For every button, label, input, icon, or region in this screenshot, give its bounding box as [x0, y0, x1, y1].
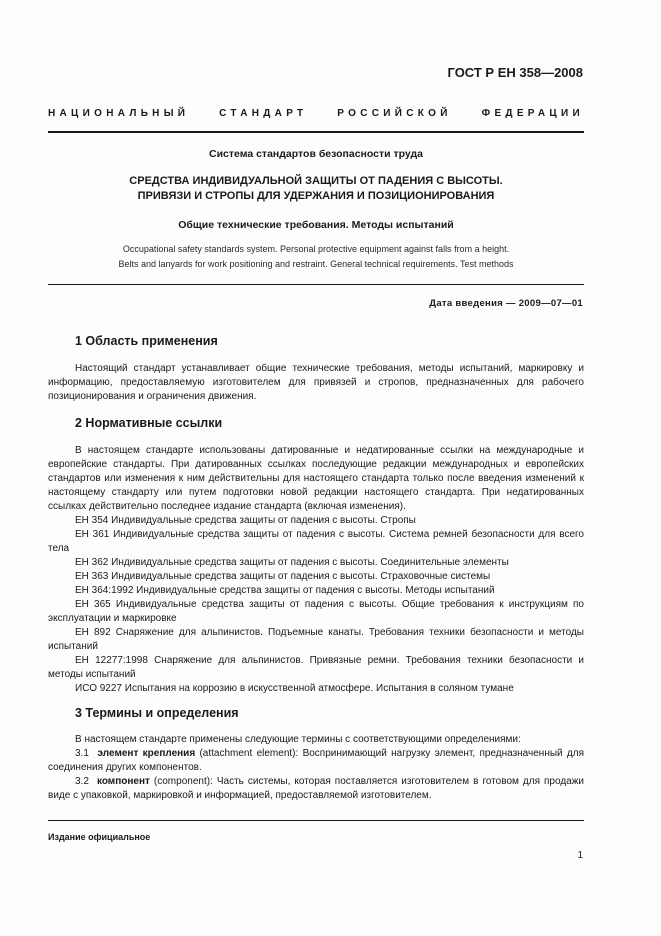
- term-name: компонент: [96, 776, 150, 787]
- section-body-refs: [48, 444, 584, 696]
- effective-date: Дата введения — 2009—07—01: [429, 298, 583, 309]
- term-number: 3.2: [75, 776, 89, 787]
- page-number: 1: [577, 850, 583, 861]
- footer-rule: [48, 820, 584, 821]
- reference-item: ЕН 362 Индивидуальные средства защиты от падения с высоты. Соединительные элементы: [75, 557, 509, 568]
- reference-item: ЕН 892 Снаряжение для альпинистов. Подъемные канаты. Требования техники безопасности и методы испытаний: [48, 627, 584, 652]
- term-entry: [48, 775, 584, 803]
- series-title: Система стандартов безопасности труда: [208, 148, 424, 160]
- document-title: [48, 174, 584, 204]
- title-line: СРЕДСТВА ИНДИВИДУАЛЬНОЙ ЗАЩИТЫ ОТ ПАДЕНИЯ С ВЫСОТЫ.: [129, 175, 503, 187]
- reference-item: ЕН 364:1992 Индивидуальные средства защиты от падения с высоты. Методы испытаний: [75, 585, 495, 596]
- section-body-terms: [48, 733, 584, 803]
- english-title-line: Belts and lanyards for work positioning and restraint. General technical requirements. Test methods: [118, 259, 514, 269]
- header-rule: [48, 131, 584, 133]
- reference-item: ИСО 9227 Испытания на коррозию в искусственной атмосфере. Испытания в соляном тумане: [75, 683, 514, 694]
- standard-banner: НАЦИОНАЛЬНЫЙ СТАНДАРТ РОССИЙСКОЙ ФЕДЕРАЦИИ: [48, 108, 584, 119]
- paragraph: Настоящий стандарт устанавливает общие технические требования, методы испытаний, маркировку и информацию, предоставляемую изготовителем для привязей и стропов, предназначенных для рабочего позиционирования и ограничения движения.: [48, 363, 584, 402]
- reference-item: ЕН 363 Индивидуальные средства защиты от падения с высоты. Страховочные системы: [75, 571, 491, 582]
- reference-item: ЕН 365 Индивидуальные средства защиты от падения с высоты. Общие требования к инструкциям по эксплуатации и маркировке: [48, 599, 584, 624]
- title-line: ПРИВЯЗИ И СТРОПЫ ДЛЯ УДЕРЖАНИЯ И ПОЗИЦИОНИРОВАНИЯ: [137, 190, 495, 202]
- document-code: ГОСТ Р ЕН 358—2008: [447, 65, 583, 80]
- reference-item: ЕН 12277:1998 Снаряжение для альпинистов. Привязные ремни. Требования техники безопасности и методы испытаний: [48, 655, 584, 680]
- section-body-scope: [48, 362, 584, 404]
- term-name: элемент крепления: [97, 748, 196, 759]
- edition-label: Издание официальное: [48, 832, 151, 842]
- title-rule: [48, 284, 584, 285]
- reference-item: ЕН 361 Индивидуальные средства защиты от падения с высоты. Система ремней безопасности для всего тела: [48, 529, 584, 554]
- term-number: 3.1: [75, 748, 89, 759]
- section-heading-terms: 3 Термины и определения: [75, 706, 239, 720]
- english-title: [48, 242, 584, 272]
- document-subtitle: Общие технические требования. Методы испытаний: [178, 219, 454, 231]
- paragraph: В настоящем стандарте использованы датированные и недатированные ссылки на международные и европейские стандарты. При датированных ссылках последующие редакции международных и европейских стандартов или изменения к ним действительны для настоящего стандарта только после введения изменений к настоящему стандарту или путем подготовки новой редакции настоящего стандарта. При недатированных ссылках действительно последнее издание стандарта (включая изменения).: [48, 445, 584, 512]
- section-heading-scope: 1 Область применения: [75, 334, 218, 348]
- term-entry: [48, 747, 584, 775]
- reference-item: ЕН 354 Индивидуальные средства защиты от падения с высоты. Стропы: [75, 515, 416, 526]
- term-definition: (attachment element): Воспринимающий нагрузку элемент, предназначенный для соединения других компонентов.: [48, 748, 584, 773]
- section-heading-refs: 2 Нормативные ссылки: [75, 416, 223, 430]
- term-definition: (component): Часть системы, которая поставляется изготовителем в готовом для продажи виде с упаковкой, маркировкой и информацией, предоставляемой изготовителем.: [48, 776, 584, 801]
- english-title-line: Occupational safety standards system. Personal protective equipment against falls from a height.: [122, 244, 510, 254]
- paragraph: В настоящем стандарте применены следующие термины с соответствующими определениями:: [75, 734, 521, 745]
